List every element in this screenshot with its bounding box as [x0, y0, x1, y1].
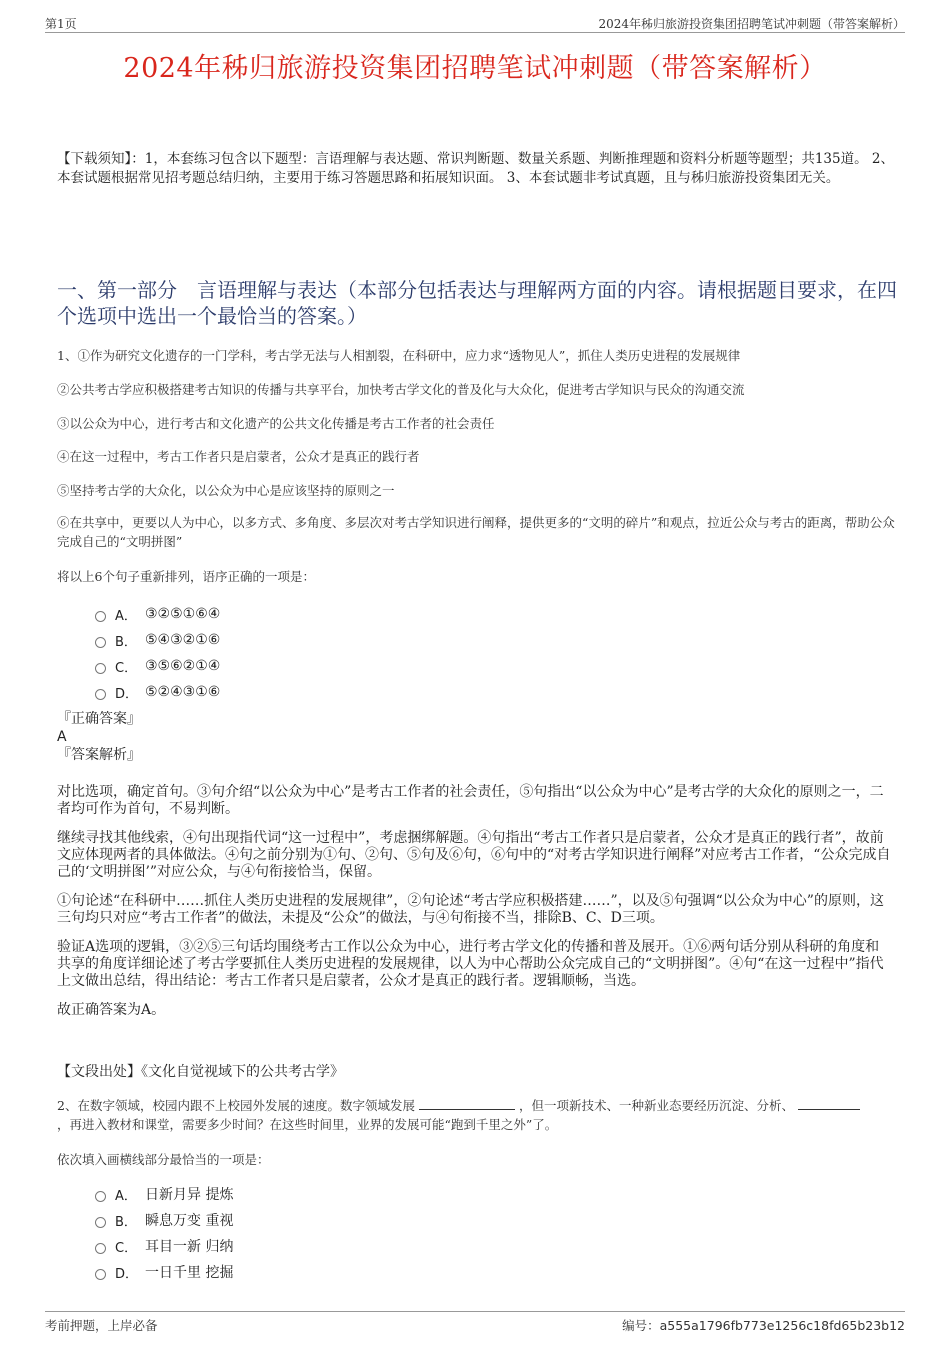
- q1-analysis: [57, 784, 892, 1031]
- radio-icon[interactable]: [95, 1269, 106, 1280]
- q1-line-3: ③以公众为中心，进行考古和文化遗产的公共文化传播是考古工作者的社会责任: [57, 416, 495, 431]
- q2-option-a[interactable]: A． 日新月异 提炼: [95, 1181, 233, 1207]
- radio-icon[interactable]: [95, 1191, 106, 1202]
- q1-source: 【文段出处】《文化自觉视域下的公共考古学》: [57, 1064, 344, 1080]
- analysis-paragraph: 对比选项，确定首句。③句介绍“以公众为中心”是考古工作者的社会责任，⑤句指出“以公众为中心”是考古学的大众化的原则之一，二者均可作为首句，不易判断。: [57, 784, 884, 817]
- q2-prompt: 依次填入画横线部分最恰当的一项是：: [57, 1152, 270, 1167]
- page-footer: [45, 1311, 905, 1334]
- analysis-paragraph: 继续寻找其他线索，④句出现指代词“这一过程中”，考虑捆绑解题。④句指出“考古工作者只是启蒙者，公众才是真正的践行者”，故前文应体现两者的具体做法。④句之前分别为①句、②句、⑤句及⑥句，⑥句中的“对考古学知识进行阐释”对应考古工作者，“公众完成自己的‘文明拼图’”对应公众，与④句衔接恰当，保留。: [57, 830, 891, 880]
- analysis-paragraph: ①句论述“在科研中……抓住人类历史进程的发展规律”，②句论述“考古学应积极搭建……”，以及⑤句强调“以公众为中心”的原则，这三句均只对应“考古工作者”的做法，未提及“公众”的做法，与④句衔接不当，排除B、C、D三项。: [57, 893, 884, 926]
- footer-slogan: 考前押题，上岸必备: [45, 1318, 158, 1333]
- q2-option-b[interactable]: B． 瞬息万变 重视: [95, 1207, 233, 1233]
- q1-answer-block: [57, 710, 141, 764]
- q1-option-b[interactable]: B． ⑤④③②①⑥: [95, 627, 220, 653]
- section-title: 一、第一部分 言语理解与表达（本部分包括表达与理解两方面的内容。请根据题目要求，在四个选项中选出一个最恰当的答案。）: [57, 278, 897, 328]
- radio-icon[interactable]: [95, 637, 106, 648]
- radio-icon[interactable]: [95, 1217, 106, 1228]
- analysis-paragraph: 故正确答案为A。: [57, 1002, 166, 1018]
- q1-line-1: 1、①作为研究文化遗存的一门学科，考古学无法与人相割裂，在科研中，应力求“透物见人”，抓住人类历史进程的发展规律: [57, 348, 741, 363]
- blank-1[interactable]: [419, 1097, 515, 1110]
- q1-option-a[interactable]: A． ③②⑤①⑥④: [95, 601, 220, 627]
- q1-line-6: ⑥在共享中，更要以人为中心，以多方式、多角度、多层次对考古学知识进行阐释，提供更多的“文明的碎片”和观点，拉近公众与考古的距离，帮助公众完成自己的“文明拼图”: [57, 515, 895, 549]
- q1-option-d[interactable]: D． ⑤②④③①⑥: [95, 679, 220, 705]
- download-notice: 【下载须知】：1，本套练习包含以下题型：言语理解与表达题、常识判断题、数量关系题、判断推理题和资料分析题等题型；共135道。 2、本套试题根据常见招考题总结归纳，主要用于练习答题思路和拓展知识面。 3、本套试题非考试真题，且与秭归旅游投资集团无关。: [57, 151, 894, 186]
- analysis-paragraph: 验证A选项的逻辑，③②⑤三句话均围绕考古工作以公众为中心，进行考古学文化的传播和普及展开。①⑥两句话分别从科研的角度和共享的角度详细论述了考古学要抓住人类历史进程的发展规律，以人为中心帮助公众完成自己的“文明拼图”。④句“在这一过程中”指代上文做出总结，得出结论：考古工作者只是启蒙者，公众才是真正的践行者。逻辑顺畅，当选。: [57, 939, 884, 989]
- answer-value: A: [57, 729, 67, 745]
- radio-icon[interactable]: [95, 689, 106, 700]
- q2-option-c[interactable]: C． 耳目一新 归纳: [95, 1233, 233, 1259]
- page-header: [45, 14, 905, 33]
- analysis-label: 『答案解析』: [57, 747, 141, 763]
- q1-prompt: 将以上6个句子重新排列，语序正确的一项是：: [57, 569, 315, 584]
- q1-line-2: ②公共考古学应积极搭建考古知识的传播与共享平台，加快考古学文化的普及化与大众化，促进考古学知识与民众的沟通交流: [57, 382, 745, 397]
- radio-icon[interactable]: [95, 611, 106, 622]
- q1-line-4: ④在这一过程中，考古工作者只是启蒙者，公众才是真正的践行者: [57, 449, 420, 464]
- q1-options: [95, 601, 220, 705]
- radio-icon[interactable]: [95, 1243, 106, 1254]
- q2-options: [95, 1181, 233, 1285]
- radio-icon[interactable]: [95, 663, 106, 674]
- q1-line-5: ⑤坚持考古学的大众化，以公众为中心是应该坚持的原则之一: [57, 483, 395, 498]
- page-number: 第1页: [45, 17, 77, 31]
- header-doc-title: 2024年秭归旅游投资集团招聘笔试冲刺题（带答案解析）: [598, 17, 905, 31]
- answer-label: 『正确答案』: [57, 711, 141, 727]
- blank-2[interactable]: [798, 1097, 860, 1110]
- document-title: 2024年秭归旅游投资集团招聘笔试冲刺题（带答案解析）: [123, 53, 827, 84]
- footer-code: 编号：a555a1796fb773e1256c18fd65b23b12: [622, 1318, 905, 1333]
- q1-option-c[interactable]: C． ③⑤⑥②①④: [95, 653, 220, 679]
- q2-stem: 2、在数字领域，校园内跟不上校园外发展的速度。数字领域发展 ，但一项新技术、一种新业态要经历沉淀、分析、 ，再进入教材和课堂，需要多少时间？在这些时间里，业界的发展可能“跑到千里之外”了。: [57, 1096, 900, 1134]
- q2-option-d[interactable]: D． 一日千里 挖掘: [95, 1259, 233, 1285]
